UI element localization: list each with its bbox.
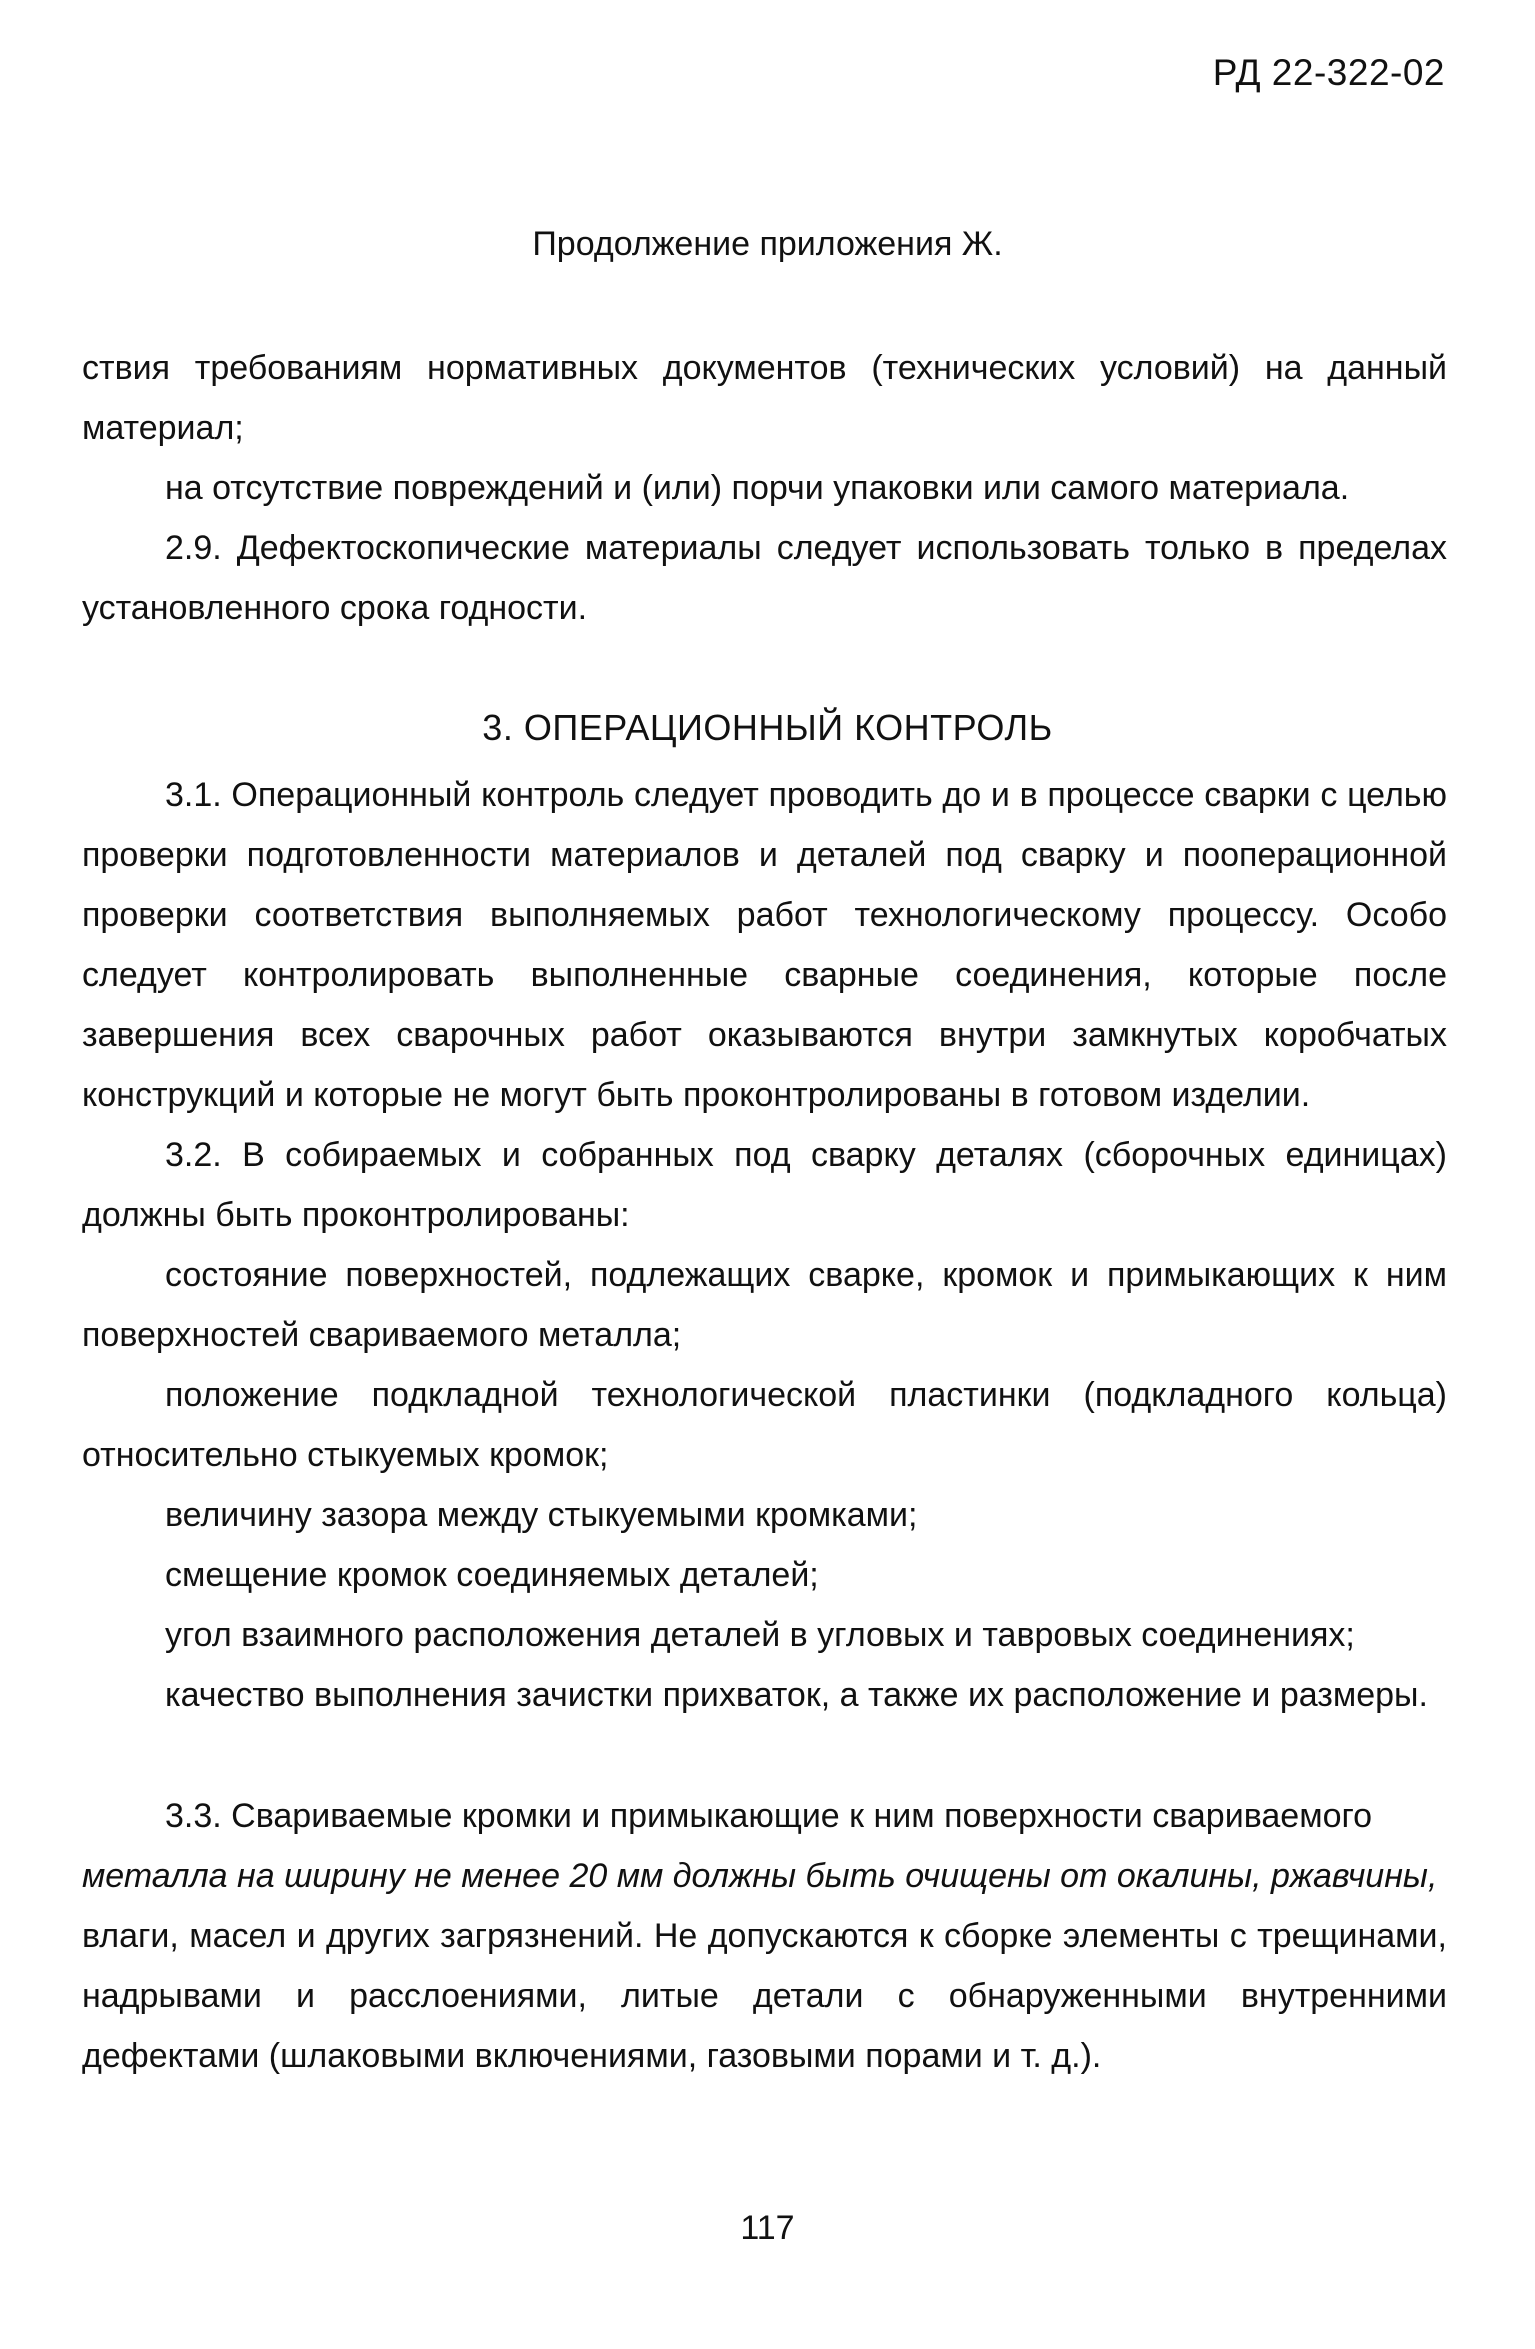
list-item: величину зазора между стыкуемыми кромками; bbox=[165, 1496, 918, 1534]
continuation-paragraph: ствия требованиям нормативных документов (технических условий) на данный материал; bbox=[82, 349, 1447, 447]
list-item: угол взаимного расположения деталей в угловых и тавровых соединениях; bbox=[165, 1616, 1355, 1654]
list-item: качество выполнения зачистки прихваток, а также их расположение и размеры. bbox=[165, 1676, 1428, 1714]
page-number: 117 bbox=[740, 2209, 795, 2247]
clause-3-3 bbox=[82, 1786, 1447, 2086]
document-code: РД 22-322-02 bbox=[1212, 52, 1445, 93]
continuation-item: на отсутствие повреждений и (или) порчи упаковки или самого материала. bbox=[165, 469, 1350, 507]
list-item: состояние поверхностей, подлежащих сварке, кромок и примыкающих к ним поверхностей свариваемого металла; bbox=[82, 1256, 1447, 1354]
clause-3-3-rest: влаги, масел и других загрязнений. Не допускаются к сборке элементы с трещинами, надрывами и расслоениями, литые детали с обнаруженными внутренними дефектами (шлаковыми включениями, газовыми порами и т. д.). bbox=[82, 1917, 1447, 2075]
clause-3-3-italic-line: металла на ширину не менее 20 мм должны быть очищены от окалины, ржавчины, bbox=[82, 1857, 1438, 1895]
list-item: смещение кромок соединяемых деталей; bbox=[165, 1556, 819, 1594]
clause-3-1: 3.1. Операционный контроль следует проводить до и в процессе сварки с целью проверки подготовленности материалов и деталей под сварку и пооперационной проверки соответствия выполняемых работ технологическому процессу. Особо следует контролировать выполненные сварные соединения, которые после завершения всех сварочных работ оказываются внутри замкнутых коробчатых конструкций и которые не могут быть проконтролированы в готовом изделии. bbox=[82, 776, 1447, 1114]
appendix-title: Продолжение приложения Ж. bbox=[532, 225, 1003, 263]
clause-2-9: 2.9. Дефектоскопические материалы следует использовать только в пределах установленного срока годности. bbox=[82, 529, 1447, 627]
clause-3-3-first-line: 3.3. Свариваемые кромки и примыкающие к ним поверхности свариваемого bbox=[165, 1797, 1373, 1835]
clause-3-2: 3.2. В собираемых и собранных под сварку деталях (сборочных единицах) должны быть проконтролированы: bbox=[82, 1136, 1447, 1234]
list-item: положение подкладной технологической пластинки (подкладного кольца) относительно стыкуемых кромок; bbox=[82, 1376, 1447, 1474]
section-title: 3. ОПЕРАЦИОННЫЙ КОНТРОЛЬ bbox=[482, 707, 1053, 748]
